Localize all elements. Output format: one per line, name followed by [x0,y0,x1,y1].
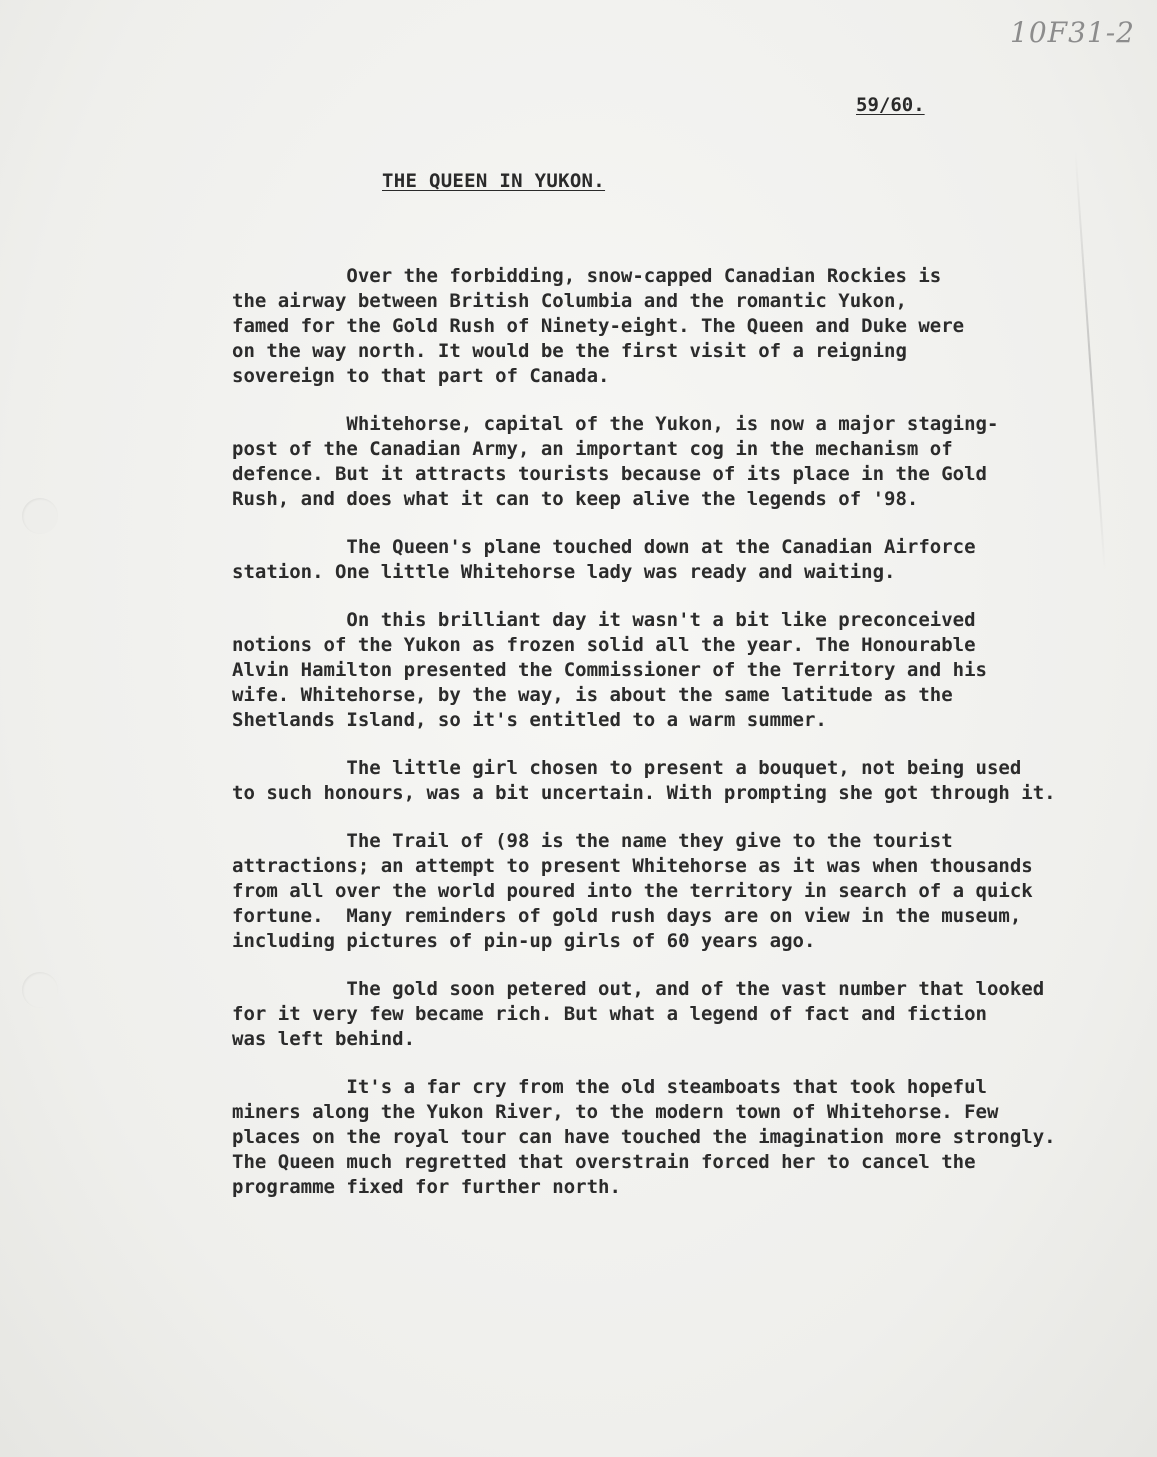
paragraph-plane: The Queen's plane touched down at the Canadian Airforce station. One little Whitehorse lady was ready and waiting. [232,536,976,583]
page-number: 59/60. [856,94,925,116]
paragraph-brilliant-day: On this brilliant day it wasn't a bit like preconceived notions of the Yukon as frozen solid all the year. The Honourable Alvin Hamilton presented the Commissioner of the Territory and his wife. Whitehorse, by the way, is about the same latitude as the Shetlands Island, so it's entitled to a warm summer. [232,609,987,731]
paragraph-whitehorse: Whitehorse, capital of the Yukon, is now a major staging- post of the Canadian Army, an important cog in the mechanism of defence. But it attracts tourists because of its place in the Gold Rush, and does what it can to keep alive the legends of '98. [232,413,999,510]
punch-hole-top [22,498,58,534]
paragraph-trail: The Trail of (98 is the name they give to the tourist attractions; an attempt to present Whitehorse as it was when thousands from all over the world poured into the territory in search of a quick fortune. Many reminders of gold rush days are on view in the museum, including pictures of pin-up girls of 60 years ago. [232,830,1033,952]
document-body [232,264,1142,1223]
paragraph-gold: The gold soon petered out, and of the vast number that looked for it very few became rich. But what a legend of fact and fiction was left behind. [232,978,1045,1050]
archive-reference: 10F31-2 [1010,16,1135,49]
paragraph-rockies: Over the forbidding, snow-capped Canadian Rockies is the airway between British Columbia and the romantic Yukon, famed for the Gold Rush of Ninety-eight. The Queen and Duke were on the way north. It would be the first visit of a reigning sovereign to that part of Canada. [232,265,965,387]
paragraph-bouquet: The little girl chosen to present a bouquet, not being used to such honours, was a bit uncertain. With prompting she got through it. [232,757,1056,804]
paragraph-steamboats: It's a far cry from the old steamboats that took hopeful miners along the Yukon River, to the modern town of Whitehorse. Few places on the royal tour can have touched the imagination more strongly. The Queen much regretted that overstrain forced her to cancel the programme fixed for further north. [232,1076,1056,1198]
punch-hole-bottom [22,972,58,1008]
document-title: THE QUEEN IN YUKON. [382,170,606,192]
